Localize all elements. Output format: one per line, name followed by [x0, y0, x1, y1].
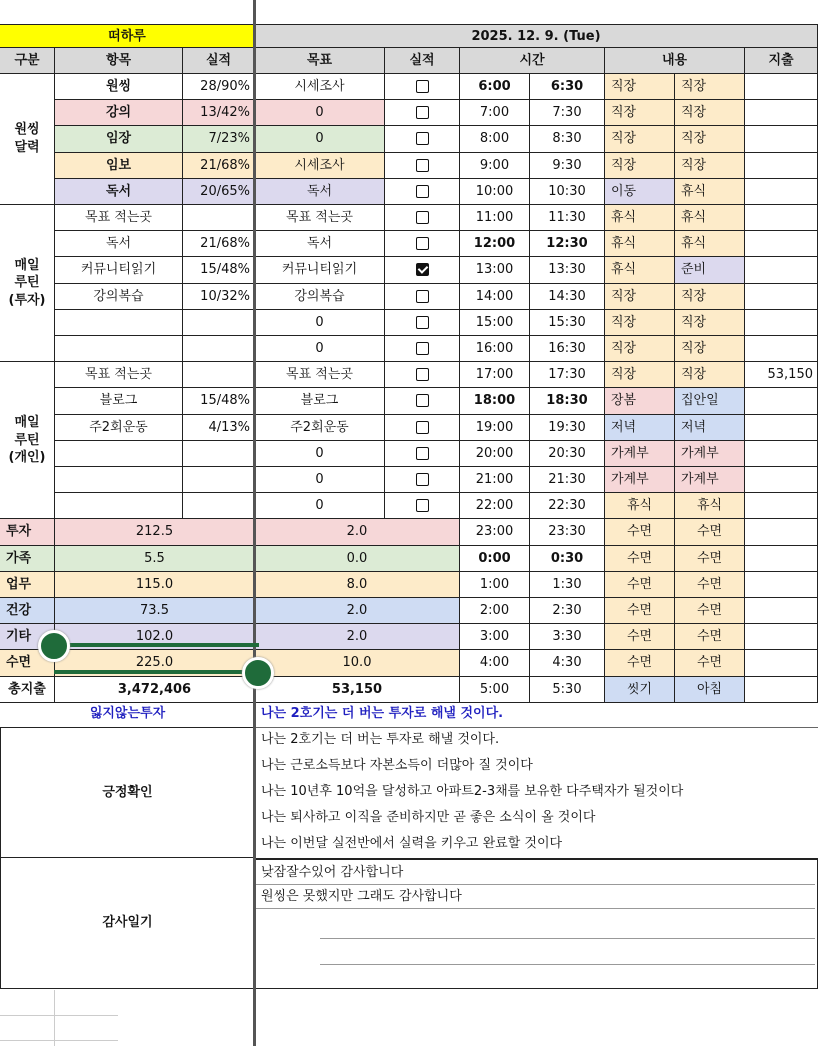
date-header: 2025. 12. 9. (Tue): [255, 24, 818, 48]
check-cell[interactable]: [385, 336, 460, 362]
time-end: 11:30: [530, 205, 605, 231]
ruled-line: [320, 938, 815, 939]
item-cell[interactable]: [55, 467, 183, 493]
time-start: 0:00: [460, 546, 530, 572]
spend-cell[interactable]: [745, 284, 818, 310]
result-cell[interactable]: 13/42%: [183, 100, 255, 126]
activity-b[interactable]: 수면: [675, 598, 745, 624]
spend-cell[interactable]: [745, 624, 818, 650]
spend-cell[interactable]: [745, 100, 818, 126]
result-cell[interactable]: [183, 362, 255, 388]
checkbox[interactable]: [416, 237, 429, 250]
time-end: 3:30: [530, 624, 605, 650]
activity-a[interactable]: 수면: [605, 572, 675, 598]
activity-a[interactable]: 수면: [605, 519, 675, 545]
goal-cell[interactable]: 주2회운동: [255, 415, 385, 441]
activity-b[interactable]: 수면: [675, 572, 745, 598]
grid-line: [0, 1040, 118, 1041]
gratitude-line[interactable]: 낮잠잘수있어 감사합니다: [261, 865, 404, 881]
time-start: 23:00: [460, 519, 530, 545]
activity-a[interactable]: 수면: [605, 650, 675, 676]
activity-b[interactable]: 수면: [675, 519, 745, 545]
checkbox[interactable]: [416, 290, 429, 303]
activity-b[interactable]: 가계부: [675, 441, 745, 467]
time-end: 2:30: [530, 598, 605, 624]
activity-b[interactable]: 아침: [675, 677, 745, 703]
summary-target: 2.0: [255, 624, 460, 650]
goal-cell[interactable]: 커뮤니티읽기: [255, 257, 385, 283]
checkbox[interactable]: [416, 106, 429, 119]
goal-cell[interactable]: 0: [255, 126, 385, 152]
check-cell[interactable]: [385, 388, 460, 414]
goal-cell[interactable]: 강의복습: [255, 284, 385, 310]
ruled-line: [320, 964, 815, 965]
checkbox[interactable]: [416, 342, 429, 355]
activity-a[interactable]: 휴식: [605, 257, 675, 283]
goal-cell[interactable]: 0: [255, 493, 385, 519]
summary-actual: 115.0: [55, 572, 255, 598]
spend-cell[interactable]: [745, 205, 818, 231]
item-cell[interactable]: [55, 336, 183, 362]
result-cell[interactable]: 21/68%: [183, 153, 255, 179]
spend-cell[interactable]: [745, 257, 818, 283]
goal-cell[interactable]: 0: [255, 441, 385, 467]
goal-cell[interactable]: 블로그: [255, 388, 385, 414]
spend-cell[interactable]: [745, 677, 818, 703]
check-cell[interactable]: [385, 100, 460, 126]
goal-cell[interactable]: 독서: [255, 231, 385, 257]
summary-actual: 225.0: [55, 650, 255, 676]
spend-cell[interactable]: [745, 231, 818, 257]
time-start: 1:00: [460, 572, 530, 598]
goal-cell[interactable]: 0: [255, 100, 385, 126]
goal-label: 잃지않는투자: [89, 706, 166, 722]
spend-cell[interactable]: [745, 74, 818, 100]
time-start: 16:00: [460, 336, 530, 362]
column-header: 실적: [183, 48, 255, 74]
check-cell[interactable]: [385, 310, 460, 336]
total-label: 총지출: [0, 677, 55, 703]
spend-cell[interactable]: [745, 546, 818, 572]
result-cell[interactable]: 15/48%: [183, 257, 255, 283]
checkbox[interactable]: [416, 421, 429, 434]
goal-cell[interactable]: 시세조사: [255, 74, 385, 100]
spend-cell[interactable]: 53,150: [745, 362, 818, 388]
time-start: 21:00: [460, 467, 530, 493]
affirmation-line: 나는 2호기는 더 버는 투자로 해낼 것이다.: [261, 732, 500, 748]
result-cell[interactable]: 28/90%: [183, 74, 255, 100]
activity-a[interactable]: 가계부: [605, 467, 675, 493]
total-actual: 3,472,406: [55, 677, 255, 703]
summary-actual: 5.5: [55, 546, 255, 572]
activity-a[interactable]: 직장: [605, 74, 675, 100]
result-cell[interactable]: [183, 310, 255, 336]
activity-a[interactable]: 이동: [605, 179, 675, 205]
check-cell[interactable]: [385, 205, 460, 231]
column-header: 구분: [0, 48, 55, 74]
activity-b[interactable]: 직장: [675, 310, 745, 336]
column-header: 내용: [605, 48, 745, 74]
checkbox[interactable]: [416, 316, 429, 329]
spend-cell[interactable]: [745, 179, 818, 205]
time-end: 8:30: [530, 126, 605, 152]
activity-b[interactable]: 직장: [675, 100, 745, 126]
grid-line: [54, 990, 55, 1046]
time-start: 8:00: [460, 126, 530, 152]
time-end: 12:30: [530, 231, 605, 257]
time-end: 9:30: [530, 153, 605, 179]
item-cell[interactable]: 독서: [55, 231, 183, 257]
affirmation-line: 나는 이번달 실전반에서 실력을 키우고 완료할 것이다: [261, 836, 563, 852]
spend-cell[interactable]: [745, 519, 818, 545]
activity-b[interactable]: 저녁: [675, 415, 745, 441]
grid-line: [0, 1015, 118, 1016]
activity-b[interactable]: 직장: [675, 74, 745, 100]
check-cell[interactable]: [385, 231, 460, 257]
time-start: 15:00: [460, 310, 530, 336]
checkbox-checked[interactable]: [416, 263, 429, 276]
checkbox[interactable]: [416, 473, 429, 486]
spend-cell[interactable]: [745, 336, 818, 362]
selection-range[interactable]: [54, 643, 259, 674]
check-cell[interactable]: [385, 257, 460, 283]
activity-a[interactable]: 씻기: [605, 677, 675, 703]
summary-actual: 212.5: [55, 519, 255, 545]
time-start: 2:00: [460, 598, 530, 624]
column-header: 시간: [460, 48, 605, 74]
item-cell[interactable]: 주2회운동: [55, 415, 183, 441]
spend-cell[interactable]: [745, 493, 818, 519]
time-start: 4:00: [460, 650, 530, 676]
column-header: 지출: [745, 48, 818, 74]
section-label: 매일 루틴 (개인): [0, 362, 55, 519]
summary-label: 업무: [0, 572, 55, 598]
item-cell[interactable]: 임장: [55, 126, 183, 152]
activity-a[interactable]: 직장: [605, 126, 675, 152]
gratitude-line[interactable]: 원씽은 못했지만 그래도 감사합니다: [261, 889, 462, 905]
checkbox[interactable]: [416, 80, 429, 93]
goal-cell[interactable]: 0: [255, 310, 385, 336]
activity-b[interactable]: 휴식: [675, 231, 745, 257]
affirmation-line: 나는 10년후 10억을 달성하고 아파트2-3채를 보유한 다주택자가 될것이다: [261, 784, 684, 800]
item-cell[interactable]: 강의: [55, 100, 183, 126]
activity-a[interactable]: 휴식: [605, 231, 675, 257]
time-start: 11:00: [460, 205, 530, 231]
item-cell[interactable]: 커뮤니티읽기: [55, 257, 183, 283]
time-start: 5:00: [460, 677, 530, 703]
goal-text: 나는 2호기는 더 버는 투자로 해낼 것이다.: [261, 706, 504, 722]
activity-b[interactable]: 휴식: [675, 205, 745, 231]
spend-cell[interactable]: [745, 441, 818, 467]
time-end: 1:30: [530, 572, 605, 598]
activity-a[interactable]: 직장: [605, 310, 675, 336]
total-target: 53,150: [255, 677, 460, 703]
affirmation-line: 나는 근로소득보다 자본소득이 더많아 질 것이다: [261, 758, 533, 774]
time-end: 22:30: [530, 493, 605, 519]
activity-a[interactable]: 가계부: [605, 441, 675, 467]
spend-cell[interactable]: [745, 153, 818, 179]
summary-target: 0.0: [255, 546, 460, 572]
time-end: 10:30: [530, 179, 605, 205]
ruled-line: [255, 884, 815, 885]
item-cell[interactable]: 원씽: [55, 74, 183, 100]
column-header: 목표: [255, 48, 385, 74]
activity-a[interactable]: 직장: [605, 153, 675, 179]
result-cell[interactable]: 21/68%: [183, 231, 255, 257]
item-cell[interactable]: [55, 441, 183, 467]
time-start: 9:00: [460, 153, 530, 179]
activity-b[interactable]: 가계부: [675, 467, 745, 493]
spend-cell[interactable]: [745, 388, 818, 414]
time-start: 12:00: [460, 231, 530, 257]
time-end: 14:30: [530, 284, 605, 310]
time-end: 18:30: [530, 388, 605, 414]
column-header: 실적: [385, 48, 460, 74]
time-end: 21:30: [530, 467, 605, 493]
check-cell[interactable]: [385, 415, 460, 441]
time-end: 19:30: [530, 415, 605, 441]
activity-b[interactable]: 직장: [675, 336, 745, 362]
summary-label: 수면: [0, 650, 55, 676]
time-start: 14:00: [460, 284, 530, 310]
activity-a[interactable]: 휴식: [605, 493, 675, 519]
check-cell[interactable]: [385, 362, 460, 388]
result-cell[interactable]: 10/32%: [183, 284, 255, 310]
result-cell[interactable]: [183, 467, 255, 493]
checkbox[interactable]: [416, 499, 429, 512]
activity-b[interactable]: 직장: [675, 284, 745, 310]
item-cell[interactable]: 목표 적는곳: [55, 362, 183, 388]
result-cell[interactable]: 20/65%: [183, 179, 255, 205]
checkbox[interactable]: [416, 447, 429, 460]
summary-target: 10.0: [255, 650, 460, 676]
time-start: 13:00: [460, 257, 530, 283]
divider: [255, 727, 818, 728]
check-cell[interactable]: [385, 467, 460, 493]
spend-cell[interactable]: [745, 415, 818, 441]
item-cell[interactable]: [55, 493, 183, 519]
time-end: 13:30: [530, 257, 605, 283]
spend-cell[interactable]: [745, 598, 818, 624]
activity-b[interactable]: 휴식: [675, 493, 745, 519]
time-start: 19:00: [460, 415, 530, 441]
summary-label: 가족: [0, 546, 55, 572]
check-cell[interactable]: [385, 493, 460, 519]
goal-cell[interactable]: 목표 적는곳: [255, 205, 385, 231]
affirm-label: 긍정확인: [0, 727, 255, 858]
activity-b[interactable]: 직장: [675, 153, 745, 179]
item-cell[interactable]: [55, 310, 183, 336]
time-end: 17:30: [530, 362, 605, 388]
checkbox[interactable]: [416, 394, 429, 407]
item-cell[interactable]: 블로그: [55, 388, 183, 414]
spend-cell[interactable]: [745, 572, 818, 598]
checkbox[interactable]: [416, 132, 429, 145]
activity-b[interactable]: 휴식: [675, 179, 745, 205]
summary-target: 8.0: [255, 572, 460, 598]
activity-a[interactable]: 저녁: [605, 415, 675, 441]
summary-actual: 73.5: [55, 598, 255, 624]
time-end: 0:30: [530, 546, 605, 572]
time-end: 15:30: [530, 310, 605, 336]
checkbox[interactable]: [416, 211, 429, 224]
result-cell[interactable]: [183, 336, 255, 362]
time-end: 5:30: [530, 677, 605, 703]
time-end: 23:30: [530, 519, 605, 545]
check-cell[interactable]: [385, 441, 460, 467]
split-divider[interactable]: [253, 0, 256, 1046]
activity-b[interactable]: 집안일: [675, 388, 745, 414]
result-cell[interactable]: 7/23%: [183, 126, 255, 152]
time-end: 4:30: [530, 650, 605, 676]
spend-cell[interactable]: [745, 467, 818, 493]
activity-a[interactable]: 직장: [605, 362, 675, 388]
summary-actual: 102.0: [55, 624, 255, 650]
checkbox[interactable]: [416, 159, 429, 172]
activity-b[interactable]: 준비: [675, 257, 745, 283]
summary-label: 투자: [0, 519, 55, 545]
item-cell[interactable]: 강의복습: [55, 284, 183, 310]
result-cell[interactable]: [183, 441, 255, 467]
affirmation-line: 나는 퇴사하고 이직을 준비하지만 곧 좋은 소식이 올 것이다: [261, 810, 596, 826]
goal-cell[interactable]: 목표 적는곳: [255, 362, 385, 388]
activity-a[interactable]: 직장: [605, 100, 675, 126]
activity-a[interactable]: 수면: [605, 598, 675, 624]
summary-target: 2.0: [255, 519, 460, 545]
time-end: 7:30: [530, 100, 605, 126]
goal-cell[interactable]: 시세조사: [255, 153, 385, 179]
summary-target: 2.0: [255, 598, 460, 624]
activity-a[interactable]: 장봄: [605, 388, 675, 414]
time-end: 20:30: [530, 441, 605, 467]
activity-b[interactable]: 수면: [675, 546, 745, 572]
checkbox[interactable]: [416, 185, 429, 198]
selection-handle-end[interactable]: [242, 657, 274, 689]
goal-cell[interactable]: 0: [255, 467, 385, 493]
activity-a[interactable]: 휴식: [605, 205, 675, 231]
activity-b[interactable]: 수면: [675, 624, 745, 650]
section-label: 매일 루틴 (투자): [0, 205, 55, 362]
check-cell[interactable]: [385, 153, 460, 179]
item-cell[interactable]: 독서: [55, 179, 183, 205]
item-cell[interactable]: 목표 적는곳: [55, 205, 183, 231]
spend-cell[interactable]: [745, 650, 818, 676]
activity-b[interactable]: 수면: [675, 650, 745, 676]
checkbox[interactable]: [416, 368, 429, 381]
goal-cell[interactable]: 0: [255, 336, 385, 362]
activity-b[interactable]: 직장: [675, 126, 745, 152]
summary-label: 기타: [0, 624, 55, 650]
time-start: 22:00: [460, 493, 530, 519]
activity-a[interactable]: 직장: [605, 284, 675, 310]
time-start: 18:00: [460, 388, 530, 414]
time-start: 20:00: [460, 441, 530, 467]
column-header: 항목: [55, 48, 183, 74]
spend-cell[interactable]: [745, 310, 818, 336]
time-start: 7:00: [460, 100, 530, 126]
time-start: 17:00: [460, 362, 530, 388]
section-label: 원씽 달력: [0, 74, 55, 205]
sheet-title: 떠하루: [0, 24, 255, 48]
activity-a[interactable]: 수면: [605, 546, 675, 572]
check-cell[interactable]: [385, 74, 460, 100]
time-start: 6:00: [460, 74, 530, 100]
check-cell[interactable]: [385, 126, 460, 152]
result-cell[interactable]: [183, 205, 255, 231]
time-start: 10:00: [460, 179, 530, 205]
item-cell[interactable]: 임보: [55, 153, 183, 179]
time-end: 16:30: [530, 336, 605, 362]
activity-a[interactable]: 직장: [605, 336, 675, 362]
time-start: 3:00: [460, 624, 530, 650]
gratitude-label: 감사일기: [0, 858, 255, 989]
result-cell[interactable]: 15/48%: [183, 388, 255, 414]
activity-a[interactable]: 수면: [605, 624, 675, 650]
ruled-line: [255, 908, 815, 909]
goal-cell[interactable]: 독서: [255, 179, 385, 205]
result-cell[interactable]: [183, 493, 255, 519]
result-cell[interactable]: 4/13%: [183, 415, 255, 441]
activity-b[interactable]: 직장: [675, 362, 745, 388]
time-end: 6:30: [530, 74, 605, 100]
check-cell[interactable]: [385, 284, 460, 310]
selection-handle-start[interactable]: [38, 630, 70, 662]
spend-cell[interactable]: [745, 126, 818, 152]
check-cell[interactable]: [385, 179, 460, 205]
summary-label: 건강: [0, 598, 55, 624]
